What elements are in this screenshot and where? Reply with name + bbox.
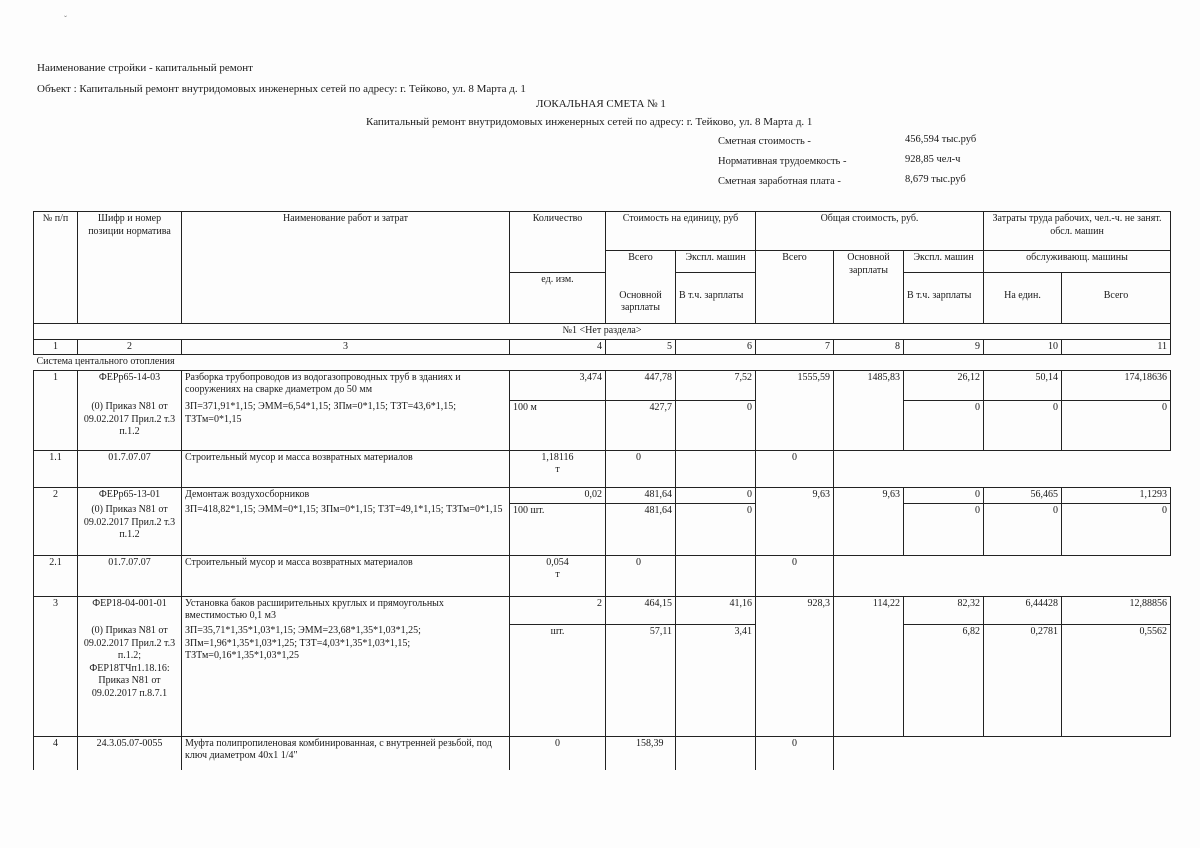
col-number: 6 [676, 339, 756, 355]
row-qty: 0 [510, 736, 606, 770]
row-c5b: 481,64 [606, 503, 676, 555]
row-c5: 0 [606, 555, 676, 596]
row-c9: 0 [904, 487, 984, 503]
row-order: (0) Приказ N81 от 09.02.2017 Прил.2 т.3 п.1.2 [78, 400, 182, 450]
row-name: Муфта полипропиленовая комбинированная, с внутренней резьбой, под ключ диаметром 40х1 1/4" [182, 736, 510, 770]
estimate-table [33, 211, 1171, 770]
col-number: 9 [904, 339, 984, 355]
table-row [34, 400, 1171, 450]
row-unit: 100 шт. [510, 503, 606, 555]
row-c9: 82,32 [904, 596, 984, 624]
col-number: 10 [984, 339, 1062, 355]
row-formula: ЗП=371,91*1,15; ЭММ=6,54*1,15; ЗПм=0*1,15; ТЗТ=43,6*1,15; ТЗТм=0*1,15 [182, 400, 510, 450]
row-c6b: 3,41 [676, 624, 756, 736]
estimate-title: ЛОКАЛЬНАЯ СМЕТА № 1 [536, 98, 666, 110]
col-unit-all-header: Всего [606, 251, 676, 273]
summary-label-wage: Сметная заработная плата - [718, 176, 841, 187]
row-name: Разборка трубопроводов из водогазопроводных труб в зданиях и сооружениях на сварке диаметром до 50 мм [182, 370, 510, 400]
row-c11: 12,88856 [1062, 596, 1171, 624]
table-row [34, 555, 1171, 596]
col-name-header: Наименование работ и затрат [182, 212, 510, 324]
row-c10: 50,14 [984, 370, 1062, 400]
table-row [34, 624, 1171, 736]
object-name: Объект : Капитальный ремонт внутридомовых инженерных сетей по адресу: г. Тейково, ул. 8 Марта д. 1 [37, 83, 526, 95]
row-code: ФЕР18-04-001-01 [78, 596, 182, 624]
row-c8: 1485,83 [834, 370, 904, 400]
col-number: 1 [34, 339, 78, 355]
row-code: ФЕРр65-13-01 [78, 487, 182, 503]
row-c5b: 427,7 [606, 400, 676, 450]
row-c11b: 0 [1062, 400, 1171, 450]
row-c10b: 0,2781 [984, 624, 1062, 736]
row-c6: 0 [676, 487, 756, 503]
estimate-subtitle: Капитальный ремонт внутридомовых инженерных сетей по адресу: г. Тейково, ул. 8 Марта д. 1 [366, 116, 813, 128]
scan-mark: ˇ [64, 14, 67, 24]
row-c5: 481,64 [606, 487, 676, 503]
col-code-header: Шифр и номер позиции норматива [78, 212, 182, 324]
col-number: 11 [1062, 339, 1171, 355]
row-order: (0) Приказ N81 от 09.02.2017 Прил.2 т.3 п.1.2 [78, 503, 182, 555]
row-c7: 9,63 [756, 487, 834, 503]
row-c11b: 0,5562 [1062, 624, 1171, 736]
col-total-cost-header: Общая стоимость, руб. [756, 212, 984, 251]
col-unit-header: ед. изм. [510, 273, 606, 324]
col-labor-header: Затраты труда рабочих, чел.-ч. не занят. обсл. машин [984, 212, 1171, 251]
col-number: 2 [78, 339, 182, 355]
row-c9: 26,12 [904, 370, 984, 400]
row-code: 01.7.07.07 [78, 555, 182, 596]
row-c7: 0 [756, 555, 834, 596]
row-num: 4 [34, 736, 78, 770]
table-row [34, 450, 1171, 487]
row-c6b: 0 [676, 400, 756, 450]
row-c7: 0 [756, 736, 834, 770]
row-c6: 41,16 [676, 596, 756, 624]
row-code: 24.3.05.07-0055 [78, 736, 182, 770]
col-number: 3 [182, 339, 510, 355]
col-num-header: № п/п [34, 212, 78, 324]
row-num: 2.1 [34, 555, 78, 596]
system-title: Система центального отопления [36, 356, 175, 367]
row-qty: 1,18116 [541, 451, 574, 463]
row-unit: шт. [510, 624, 606, 736]
table-row [34, 736, 1171, 770]
row-c7: 928,3 [756, 596, 834, 624]
row-c9b: 0 [904, 503, 984, 555]
col-unit-cost-header: Стоимость на единицу, руб [606, 212, 756, 251]
row-c10: 6,44428 [984, 596, 1062, 624]
summary-label-labor: Нормативная трудоемкость - [718, 156, 847, 167]
row-qty: 2 [510, 596, 606, 624]
col-total-mach-header: Экспл. машин [904, 251, 984, 273]
col-total-incl-header: В т.ч. зарплаты [904, 289, 984, 324]
row-c7: 1555,59 [756, 370, 834, 400]
summary-value-labor: 928,85 чел-ч [905, 154, 961, 165]
row-formula: ЗП=35,71*1,35*1,03*1,15; ЭММ=23,68*1,35*1,03*1,25; ЗПм=1,96*1,35*1,03*1,25; ТЗТ=4,03*1,35*1,03*1,15; ТЗТм=0,16*1,35*1,03*1,25 [182, 624, 510, 736]
col-qty-header: Количество [510, 212, 606, 273]
row-c11: 174,18636 [1062, 370, 1171, 400]
col-number: 5 [606, 339, 676, 355]
table-row [34, 503, 1171, 555]
row-name: Строительный мусор и масса возвратных материалов [182, 555, 510, 596]
row-unit: 100 м [510, 400, 606, 450]
col-incl-wage-header: В т.ч. зарплаты [676, 289, 756, 324]
row-c5: 464,15 [606, 596, 676, 624]
row-order: (0) Приказ N81 от 09.02.2017 Прил.2 т.3 п.1.2; ФЕР18ТЧп1.18.16: Приказ N81 от 09.02.2017 п.8.7.1 [78, 624, 182, 736]
row-c10b: 0 [984, 503, 1062, 555]
row-c5: 158,39 [606, 736, 676, 770]
summary-value-cost: 456,594 тыс.руб [905, 134, 977, 145]
col-number: 7 [756, 339, 834, 355]
col-labor-mach-header: обслуживающ. машины [984, 251, 1171, 273]
row-c8: 9,63 [834, 487, 904, 503]
row-c5: 447,78 [606, 370, 676, 400]
col-number: 4 [510, 339, 606, 355]
table-row [34, 370, 1171, 400]
row-c6b: 0 [676, 503, 756, 555]
row-unit: т [555, 569, 560, 580]
row-num: 1 [34, 370, 78, 400]
row-c11: 1,1293 [1062, 487, 1171, 503]
row-code: 01.7.07.07 [78, 450, 182, 487]
col-number: 8 [834, 339, 904, 355]
col-total-all-header: Всего [756, 251, 834, 324]
construction-name: Наименование стройки - капитальный ремонт [37, 62, 253, 74]
summary-value-wage: 8,679 тыс.руб [905, 174, 966, 185]
section-title: №1 <Нет раздела> [34, 324, 1171, 340]
row-unit: т [555, 464, 560, 475]
row-qty: 3,474 [510, 370, 606, 400]
row-name: Демонтаж воздухосборников [182, 487, 510, 503]
row-name: Установка баков расширительных круглых и прямоугольных вместимостью 0,1 м3 [182, 596, 510, 624]
row-code: ФЕРр65-14-03 [78, 370, 182, 400]
row-c9b: 6,82 [904, 624, 984, 736]
row-qty: 0,02 [510, 487, 606, 503]
row-num: 1.1 [34, 450, 78, 487]
table-row [34, 487, 1171, 503]
row-c9b: 0 [904, 400, 984, 450]
row-c10b: 0 [984, 400, 1062, 450]
row-c5: 0 [606, 450, 676, 487]
row-c6: 7,52 [676, 370, 756, 400]
row-c11b: 0 [1062, 503, 1171, 555]
row-c7: 0 [756, 450, 834, 487]
summary-label-cost: Сметная стоимость - [718, 136, 811, 147]
col-unit-mach-header: Экспл. машин [676, 251, 756, 273]
row-c8: 114,22 [834, 596, 904, 624]
col-labor-all-header: Всего [1062, 289, 1171, 324]
row-name: Строительный мусор и масса возвратных материалов [182, 450, 510, 487]
col-base-wage-header: Основной зарплаты [606, 289, 676, 324]
row-c10: 56,465 [984, 487, 1062, 503]
row-num: 3 [34, 596, 78, 624]
col-per-unit-header: На един. [984, 289, 1062, 324]
row-c5b: 57,11 [606, 624, 676, 736]
row-qty: 0,054 [546, 556, 569, 568]
row-formula: ЗП=418,82*1,15; ЭММ=0*1,15; ЗПм=0*1,15; ТЗТ=49,1*1,15; ТЗТм=0*1,15 [182, 503, 510, 555]
col-total-base-header: Основной зарплаты [834, 251, 904, 324]
table-row [34, 596, 1171, 624]
row-num: 2 [34, 487, 78, 503]
